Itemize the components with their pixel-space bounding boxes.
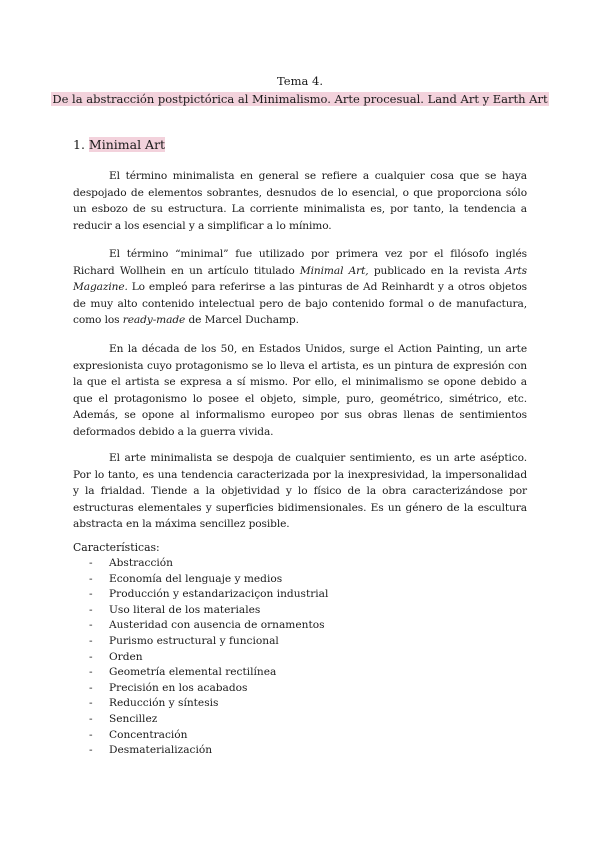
paragraph-definition: El término minimalista en general se refiere a cualquier cosa que se haya despojado de elementos sobrantes, desnudos de lo esencial, o que proporciona sólo un esbozo de su estructura. La corriente minimalista es, por tanto, la tendencia a reducir a los esencial y a simplificar a lo mínimo. [73,170,527,232]
bullet-dash: - [89,666,93,679]
list-item-label: Purismo estructural y funcional [109,634,279,647]
list-item-label: Economía del lenguaje y medios [109,572,283,585]
bullet-dash: - [89,557,93,569]
list-item [89,634,328,650]
list-item [89,650,328,666]
ready-made-term: ready-made [122,314,186,326]
list-item [89,712,328,728]
paragraph-features: El arte minimalista se despoja de cualquier sentimiento, es un arte aséptico. Por lo tanto, es una tendencia caracterizada por la inexpresividad, la impersonalidad y la frialdad. Tiende a la objetividad y lo físico de la obra caracterizándose por estructuras elementales y superficies bidimensionales. Es un género de la escultura abstracta en la máxima sencillez posible. [73,452,527,530]
bullet-dash: - [89,712,93,725]
bullet-dash: - [89,744,93,757]
paragraph-context: En la década de los 50, en Estados Unidos, surge el Action Painting, un arte expresionista cuyo protagonismo se lo lleva el artista, es un pintura de expresión con la que el artista se expresa a sí mismo. Por ello, el minimalismo se opone debido a que el protagonismo lo posee el objeto, simple, puro, geométrico, simétrico, etc. Además, se opone al informalismo europeo por sus obras llenas de sentimientos deformados debido a la guerra vivida. [73,343,527,438]
characteristics-title: Características: [73,541,160,554]
list-item [89,587,328,603]
section-title: Minimal Art [88,137,166,152]
list-item-label: Producción y estandarizaciçon industrial [109,588,329,601]
list-item [89,556,328,572]
bullet-dash: - [89,697,93,710]
list-item-label: Sencillez [109,712,158,725]
bullet-dash: - [89,619,93,632]
list-item [89,572,328,588]
characteristics-list [89,556,328,759]
topic-subtitle: De la abstracción postpictórica al Minimalismo. Arte procesual. Land Art y Earth Art [52,92,548,106]
paragraph-origin-text-e: Lo empleó para referirse a las pinturas de Ad Reinhardt y a otros objetos de muy alto contenido intelectual pero de bajo contenido formal o de manufactura, como los [73,281,527,326]
paragraph-origin [73,246,527,329]
list-item-label: Desmaterialización [109,744,213,757]
topic-title: Tema 4. [277,74,323,88]
bullet-dash: - [89,681,93,694]
list-item-label: Concentración [109,728,188,741]
list-item [89,696,328,712]
section-number: 1. [73,137,85,152]
list-item [89,681,328,697]
paragraph-origin-text-c: publicado en la revista [368,264,505,277]
list-item [89,728,328,744]
list-item-label: Reducción y síntesis [109,697,219,710]
list-item-label: Orden [109,650,143,663]
paragraph-origin-text-g: de Marcel Duchamp. [185,314,299,326]
list-item-label: Uso literal de los materiales [109,603,261,616]
list-item [89,603,328,619]
list-item-label: Geometría elemental rectilínea [109,666,277,679]
bullet-dash: - [89,650,93,663]
list-item [89,618,328,634]
paragraph-origin-text-a: El término “minimal” fue utilizado por primera vez por el filósofo inglés Richard Wollhein en un artículo titulado [73,248,527,277]
list-item [89,743,328,759]
bullet-dash: - [89,572,93,585]
section-heading [73,137,165,152]
topic-subtitle-row [0,90,600,108]
list-item-label: Precisión en los acabados [109,681,248,694]
bullet-dash: - [89,634,93,647]
bullet-dash: - [89,603,93,616]
list-item-label: Austeridad con ausencia de ornamentos [109,619,325,632]
bullet-dash: - [89,728,93,741]
article-title: Minimal Art, [299,264,369,277]
title-block [0,72,600,108]
bullet-dash: - [89,588,93,601]
list-item-label: Abstracción [109,557,173,569]
magazine-title: Arts Magazine. [73,264,528,293]
list-item [89,665,328,681]
